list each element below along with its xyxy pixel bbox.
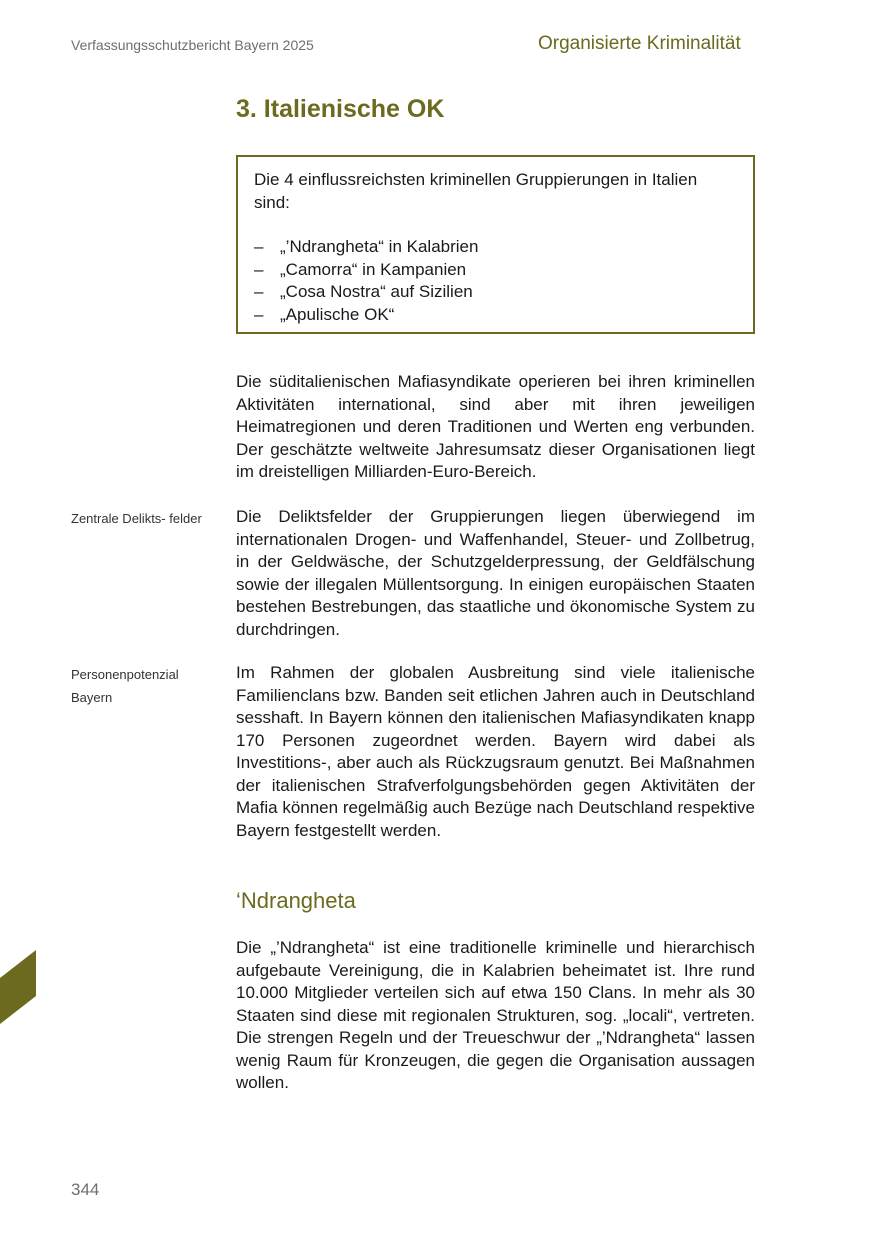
info-box [236, 155, 755, 334]
section-title: 3. Italienische OK [236, 95, 445, 123]
list-item-text: „Apulische OK“ [280, 304, 395, 324]
list-item [254, 304, 737, 327]
margin-note: Zentrale Delikts- felder [71, 511, 202, 526]
info-box-list [254, 236, 737, 326]
body-paragraph: Die Deliktsfelder der Gruppierungen liegen überwiegend im internationalen Drogen- und Waffenhandel, Steuer- und Zollbetrug, in der Geldwäsche, der Schutzgelderpressung, der Geldfälschung sowie der illegalen Müllentsorgung. In einigen europäischen Staaten bestehen Bestrebungen, das staatliche und ökonomische System zu durchdringen. [236, 507, 755, 639]
body-paragraph: Die süditalienischen Mafiasyndikate operieren bei ihren kriminellen Aktivitäten international, sind aber mit ihren jeweiligen Heimatregionen und deren Traditionen und Werten eng verbunden. Der geschätzte weltweite Jahresumsatz dieser Organisationen liegt im dreistelligen Milliarden-Euro-Bereich. [236, 372, 755, 481]
list-item [254, 236, 737, 259]
list-item [254, 259, 737, 282]
running-header-right: Organisierte Kriminalität [538, 33, 741, 54]
body-paragraph: Im Rahmen der globalen Ausbreitung sind viele italienische Familienclans bzw. Banden seit etlichen Jahren auch in Deutschland sesshaft. In Bayern können den italienischen Mafiasyndikaten knapp 170 Personen zugeordnet werden. Bayern wird dabei als Investitions-, aber auch als Rückzugsraum genutzt. Bei Maßnahmen der italienischen Strafverfolgungsbehörden gegen Aktivitäten der Mafia können regelmäßig auch Bezüge nach Deutschland respektive Bayern festgestellt werden. [236, 663, 755, 840]
list-item-text: „Cosa Nostra“ auf Sizilien [280, 282, 473, 301]
running-header-left: Verfassungsschutzbericht Bayern 2025 [71, 37, 314, 53]
list-item [254, 281, 737, 304]
list-item-text: „’Ndrangheta“ in Kalabrien [280, 237, 479, 256]
list-dash: – [254, 304, 264, 324]
list-dash: – [254, 282, 264, 301]
subsection-heading: ‘Ndrangheta [236, 888, 356, 913]
list-dash: – [254, 259, 264, 279]
list-dash: – [254, 237, 264, 256]
page-number: 344 [71, 1180, 100, 1199]
margin-note: Personenpotenzial Bayern [71, 667, 179, 705]
list-item-text: „Camorra“ in Kampanien [280, 259, 467, 279]
body-paragraph: Die „’Ndrangheta“ ist eine traditionelle kriminelle und hierarchisch aufgebaute Vereinigung, die in Kalabrien beheimatet ist. Ihre rund 10.000 Mitglieder verteilen sich auf etwa 150 Clans. In mehr als 30 Staaten sind diese mit regionalen Strukturen, sog. „locali“, vertreten. Die strengen Regeln und der Treueschwur der „’Ndrangheta“ lassen wenig Raum für Kronzeugen, die gegen die Organisation aussagen wollen. [236, 938, 755, 1092]
info-box-intro: Die 4 einflussreichsten kriminellen Gruppierungen in Italien sind: [254, 170, 698, 212]
chapter-tab-marker [0, 950, 36, 1024]
